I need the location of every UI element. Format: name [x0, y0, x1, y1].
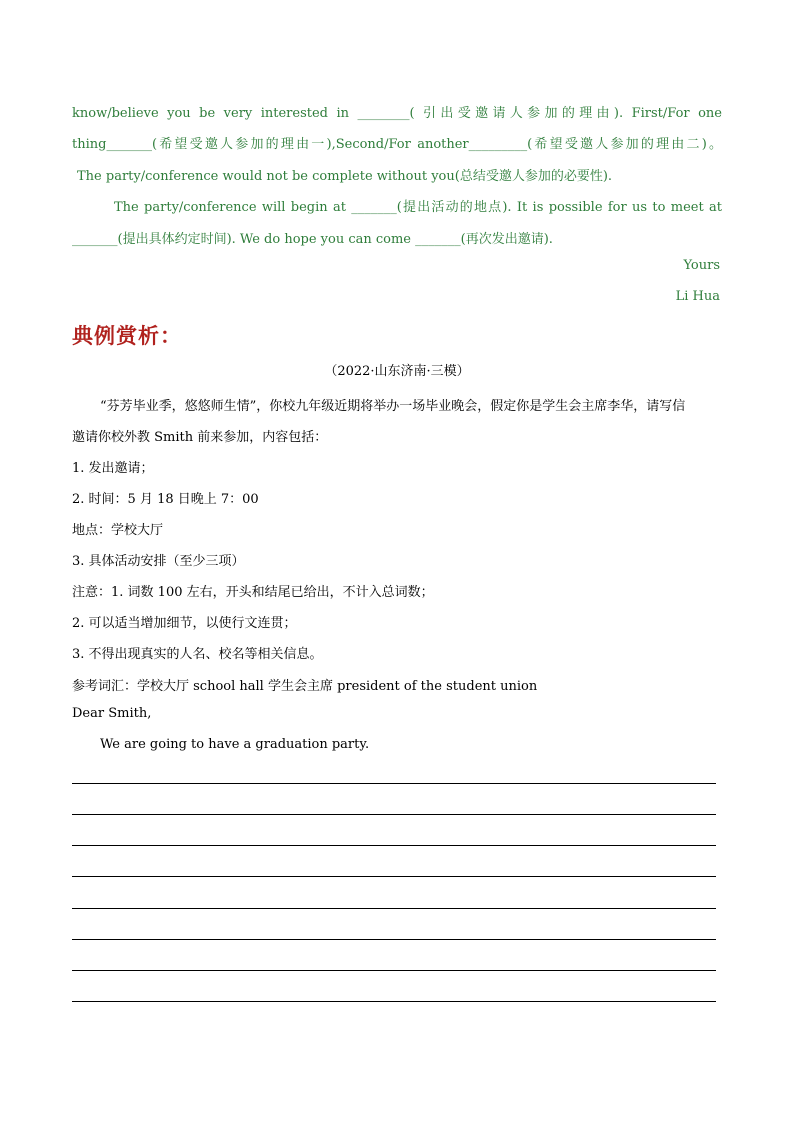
answer-line[interactable]	[72, 814, 716, 815]
letter-opening: We are going to have a graduation party.	[100, 737, 370, 752]
template-signature: Li Hua	[675, 289, 720, 304]
prompt-line-2: 邀请你校外教 Smith 前来参加，内容包括：	[72, 430, 328, 445]
requirement-item-1: 1. 发出邀请；	[72, 461, 154, 476]
template-line-2: thing_______(希望受邀人参加的理由一),Second/For another_________(希望受邀人参加的理由二)。	[72, 137, 722, 152]
note-2: 2. 可以适当增加细节，以使行文连贯；	[72, 616, 297, 631]
template-line-4: The party/conference will begin at _______(提出活动的地点). It is possible for us to meet at	[114, 200, 722, 215]
note-1: 注意：1. 词数 100 左右，开头和结尾已给出，不计入总词数；	[72, 585, 434, 600]
section-heading: 典例赏析：	[72, 324, 182, 348]
template-line-5: _______(提出具体约定时间). We do hope you can come _______(再次发出邀请).	[72, 232, 553, 247]
exam-source: （2022·山东济南·三模）	[324, 364, 470, 379]
requirement-item-2: 2. 时间：5 月 18 日晚上 7：00	[72, 492, 259, 507]
template-closing: Yours	[683, 258, 720, 273]
letter-salutation: Dear Smith,	[72, 706, 152, 721]
answer-line[interactable]	[72, 845, 716, 846]
answer-line[interactable]	[72, 783, 716, 784]
prompt-line-1: “芬芳毕业季，悠悠师生情”，你校九年级近期将举办一场毕业晚会，假定你是学生会主席李华，请写信	[100, 399, 686, 414]
reference-vocabulary: 参考词汇：学校大厅 school hall 学生会主席 president of the student union	[72, 679, 538, 694]
answer-line[interactable]	[72, 939, 716, 940]
answer-line[interactable]	[72, 1001, 716, 1002]
answer-line[interactable]	[72, 970, 716, 971]
requirement-location: 地点：学校大厅	[72, 523, 164, 538]
answer-line[interactable]	[72, 876, 716, 877]
answer-line[interactable]	[72, 908, 716, 909]
note-3: 3. 不得出现真实的人名、校名等相关信息。	[72, 647, 323, 662]
template-line-3: The party/conference would not be complete without you(总结受邀人参加的必要性).	[77, 169, 613, 184]
template-line-1: know/believe you be very interested in ________( 引出受邀请人参加的理由). First/For one	[72, 106, 722, 121]
requirement-item-3: 3. 具体活动安排（至少三项）	[72, 554, 245, 569]
